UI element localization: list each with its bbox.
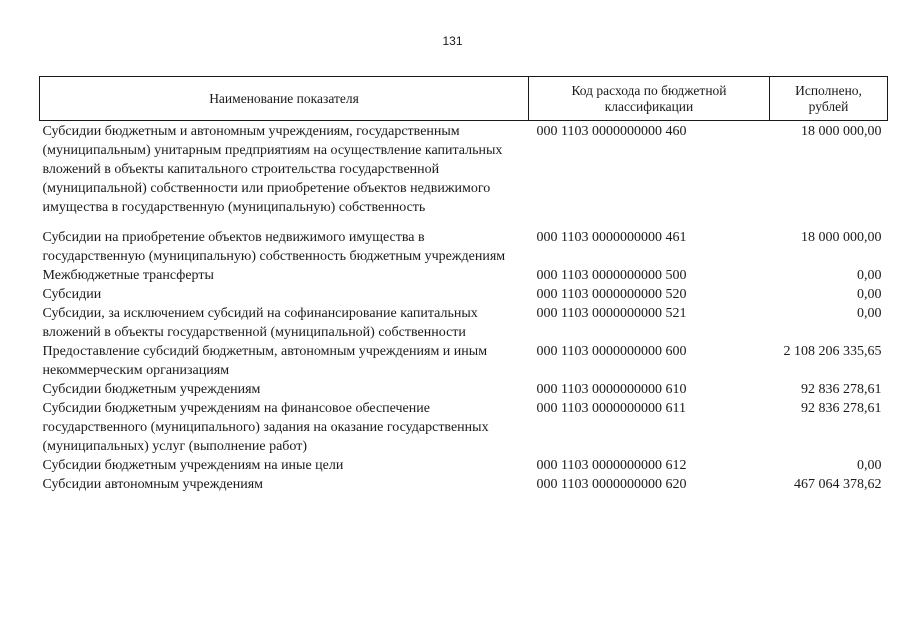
executed-amount: 18 000 000,00 [801,124,882,139]
table-row [40,456,888,475]
executed-amount: 92 836 278,61 [801,401,882,416]
budget-code: 000 1103 0000000000 461 [536,230,687,245]
budget-code: 000 1103 0000000000 520 [536,287,687,302]
budget-execution-table [39,76,888,494]
table-row [40,380,888,399]
indicator-name: Субсидии бюджетным учреждениям на иные цели [42,458,344,473]
indicator-name: Предоставление субсидий бюджетным, автономным учреждениям и иным некоммерческим организациям [42,344,488,378]
table-row [40,266,888,285]
table-row [40,121,888,218]
indicator-name: Межбюджетные трансферты [42,268,214,283]
header-indicator-name: Наименование показателя [40,77,529,121]
budget-code: 000 1103 0000000000 620 [536,477,687,492]
indicator-name: Субсидии, за исключением субсидий на софинансирование капитальных вложений в объекты государственной (муниципальной) собственности [42,306,478,340]
table-row [40,475,888,494]
executed-amount: 0,00 [857,306,882,321]
indicator-name: Субсидии бюджетным учреждениям на финансовое обеспечение государственного (муниципального) задания на оказание государственных (муниципальных) услуг (выполнение работ) [42,401,489,454]
page-number: 131 [442,34,463,48]
executed-amount: 18 000 000,00 [801,230,882,245]
budget-code: 000 1103 0000000000 612 [536,458,687,473]
indicator-name: Субсидии [42,287,102,302]
budget-code: 000 1103 0000000000 521 [536,306,687,321]
indicator-name: Субсидии автономным учреждениям [42,477,264,492]
budget-code: 000 1103 0000000000 610 [536,382,687,397]
table-row [40,304,888,342]
indicator-name: Субсидии бюджетным и автономным учреждениям, государственным (муниципальным) унитарным предприятиям на осуществление капитальных вложений в объекты капитального строительства государственной (муниципальной) собственности или приобретение объектов недвижимого имущества в государственную (муниципальную) собственность [42,124,503,215]
header-executed-amount: Исполнено, рублей [770,77,888,121]
executed-amount: 467 064 378,62 [794,477,882,492]
indicator-name: Субсидии бюджетным учреждениям [42,382,261,397]
table-row [40,399,888,456]
executed-amount: 0,00 [857,458,882,473]
executed-amount: 0,00 [857,287,882,302]
header-budget-code: Код расхода по бюджетной классификации [529,77,770,121]
budget-code: 000 1103 0000000000 611 [536,401,686,416]
table-row [40,342,888,380]
table-row [40,285,888,304]
table-row [40,217,888,266]
budget-code: 000 1103 0000000000 460 [536,124,687,139]
budget-code: 000 1103 0000000000 500 [536,268,687,283]
executed-amount: 2 108 206 335,65 [783,344,882,359]
table-header-row [40,77,888,121]
indicator-name: Субсидии на приобретение объектов недвижимого имущества в государственную (муниципальную) собственность бюджетным учреждениям [42,230,506,264]
budget-code: 000 1103 0000000000 600 [536,344,687,359]
executed-amount: 0,00 [857,268,882,283]
executed-amount: 92 836 278,61 [801,382,882,397]
